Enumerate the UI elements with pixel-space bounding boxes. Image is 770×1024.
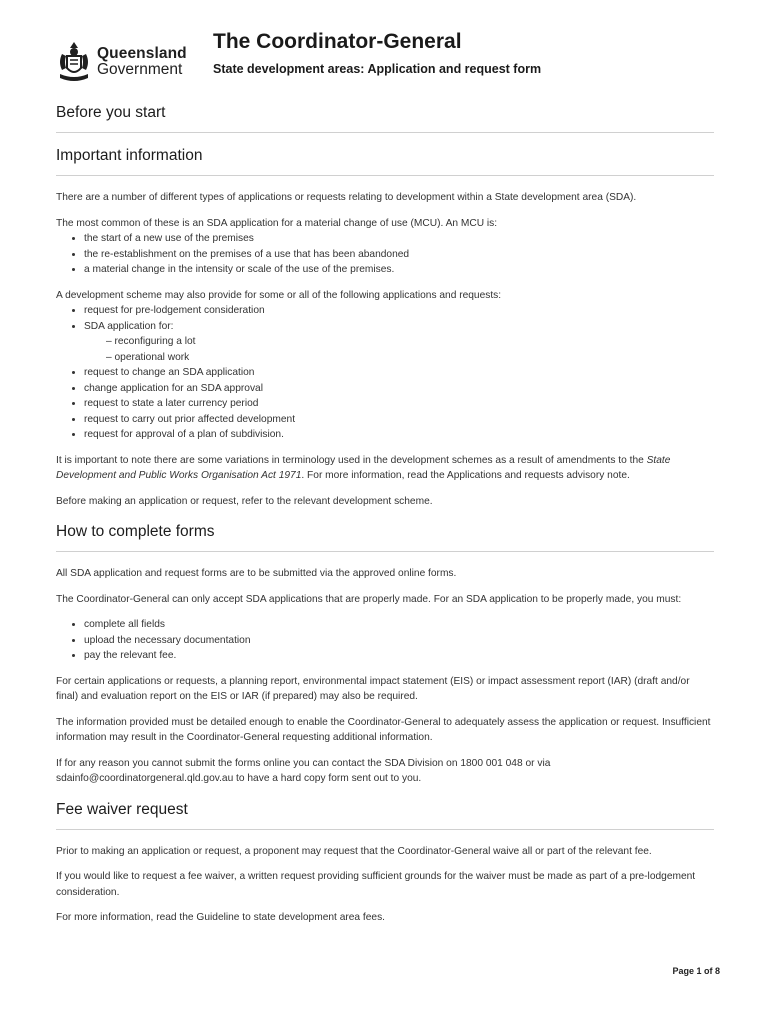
section-how-to-complete-forms [56, 523, 714, 787]
request-list [56, 303, 714, 443]
main-content [56, 104, 714, 940]
list-item: • change application for an SDA approval [84, 381, 714, 397]
list-item: • request for pre-lodgement consideration [84, 303, 714, 319]
paragraph: A development scheme may also provide for some or all of the following applications and requests: [56, 289, 502, 301]
paragraph: If you would like to request a fee waiver, a written request providing sufficient grounds for the waiver must be made as part of a pre-lodgement consideration. [56, 871, 696, 898]
section-heading: Fee waiver request [56, 801, 714, 830]
mcu-list [56, 231, 714, 278]
sub-list [84, 334, 714, 365]
section-before-you-start [56, 104, 714, 133]
list-item-label: SDA application for: [84, 320, 174, 332]
paragraph: All SDA application and request forms are to be submitted via the approved online forms. [56, 568, 457, 579]
paragraph-text: . For more information, read the Applications and requests advisory note. [301, 470, 630, 481]
paragraph: Prior to making an application or request, a proponent may request that the Coordinator-General waive all or part of the relevant fee. [56, 845, 652, 857]
list-item [84, 319, 714, 366]
list-item: • upload the necessary documentation [84, 633, 714, 649]
page-header [56, 30, 716, 92]
paragraph: For more information, read the Guideline to state development area fees. [56, 912, 386, 923]
list-item: • request to carry out prior affected development [84, 412, 714, 428]
list-item: • request for approval of a plan of subdivision. [84, 427, 714, 443]
paragraph: There are a number of different types of applications or requests relating to development within a State development area (SDA). [56, 192, 637, 203]
list-item: • the re-establishment on the premises of a use that has been abandoned [84, 247, 714, 263]
paragraph-text: It is important to note there are some variations in terminology used in the development schemes as a result of amendments to the [56, 454, 644, 466]
paragraph: The Coordinator-General can only accept SDA applications that are properly made. For an SDA application to be properly made, you must: [56, 593, 682, 605]
act-title: State Development and Public Works Organisation Act 1971 [56, 454, 671, 481]
list-item: • complete all fields [84, 617, 714, 633]
paragraph [56, 453, 714, 484]
list-item: • the start of a new use of the premises [84, 231, 714, 247]
logo-line-1: Queensland [97, 45, 187, 62]
paragraph: The most common of these is an SDA application for a material change of use (MCU). An MCU is: [56, 217, 498, 229]
paragraph: Before making an application or request, refer to the relevant development scheme. [56, 495, 433, 507]
paragraph: If for any reason you cannot submit the forms online you can contact the SDA Division on 1800 001 048 or via sdainfo@coordinatorgeneral.qld.gov.au to have a hard copy form sent out to you. [56, 757, 551, 784]
list-item: • request to change an SDA application [84, 365, 714, 381]
list-item: • pay the relevant fee. [84, 648, 714, 664]
section-heading: Important information [56, 147, 714, 176]
paragraph: The information provided must be detailed enough to enable the Coordinator-General to adequately assess the application or request. Insufficient information may result in the Coordinator-General requesting additional information. [56, 716, 711, 743]
page-number: Page 1 of 8 [672, 966, 720, 976]
page-subtitle: State development areas: Application and request form [213, 62, 542, 76]
page-title: The Coordinator-General [213, 30, 462, 53]
queensland-government-logo [56, 40, 196, 88]
section-heading: Before you start [56, 104, 714, 133]
requirements-list [56, 617, 714, 664]
section-fee-waiver-request [56, 801, 714, 926]
section-important-information [56, 147, 714, 509]
list-item: • request to state a later currency period [84, 396, 714, 412]
sub-list-item: – operational work [106, 350, 714, 366]
logo-line-2: Government [97, 61, 183, 78]
list-item: • a material change in the intensity or scale of the use of the premises. [84, 262, 714, 278]
section-heading: How to complete forms [56, 523, 714, 552]
sub-list-item: – reconfiguring a lot [106, 334, 714, 350]
paragraph: For certain applications or requests, a planning report, environmental impact statement (EIS) or impact assessment report (IAR) (draft and/or final) and evaluation report on the EIS or IAR (if prepared) may also be required. [56, 675, 690, 702]
coat-of-arms-icon [56, 40, 92, 84]
